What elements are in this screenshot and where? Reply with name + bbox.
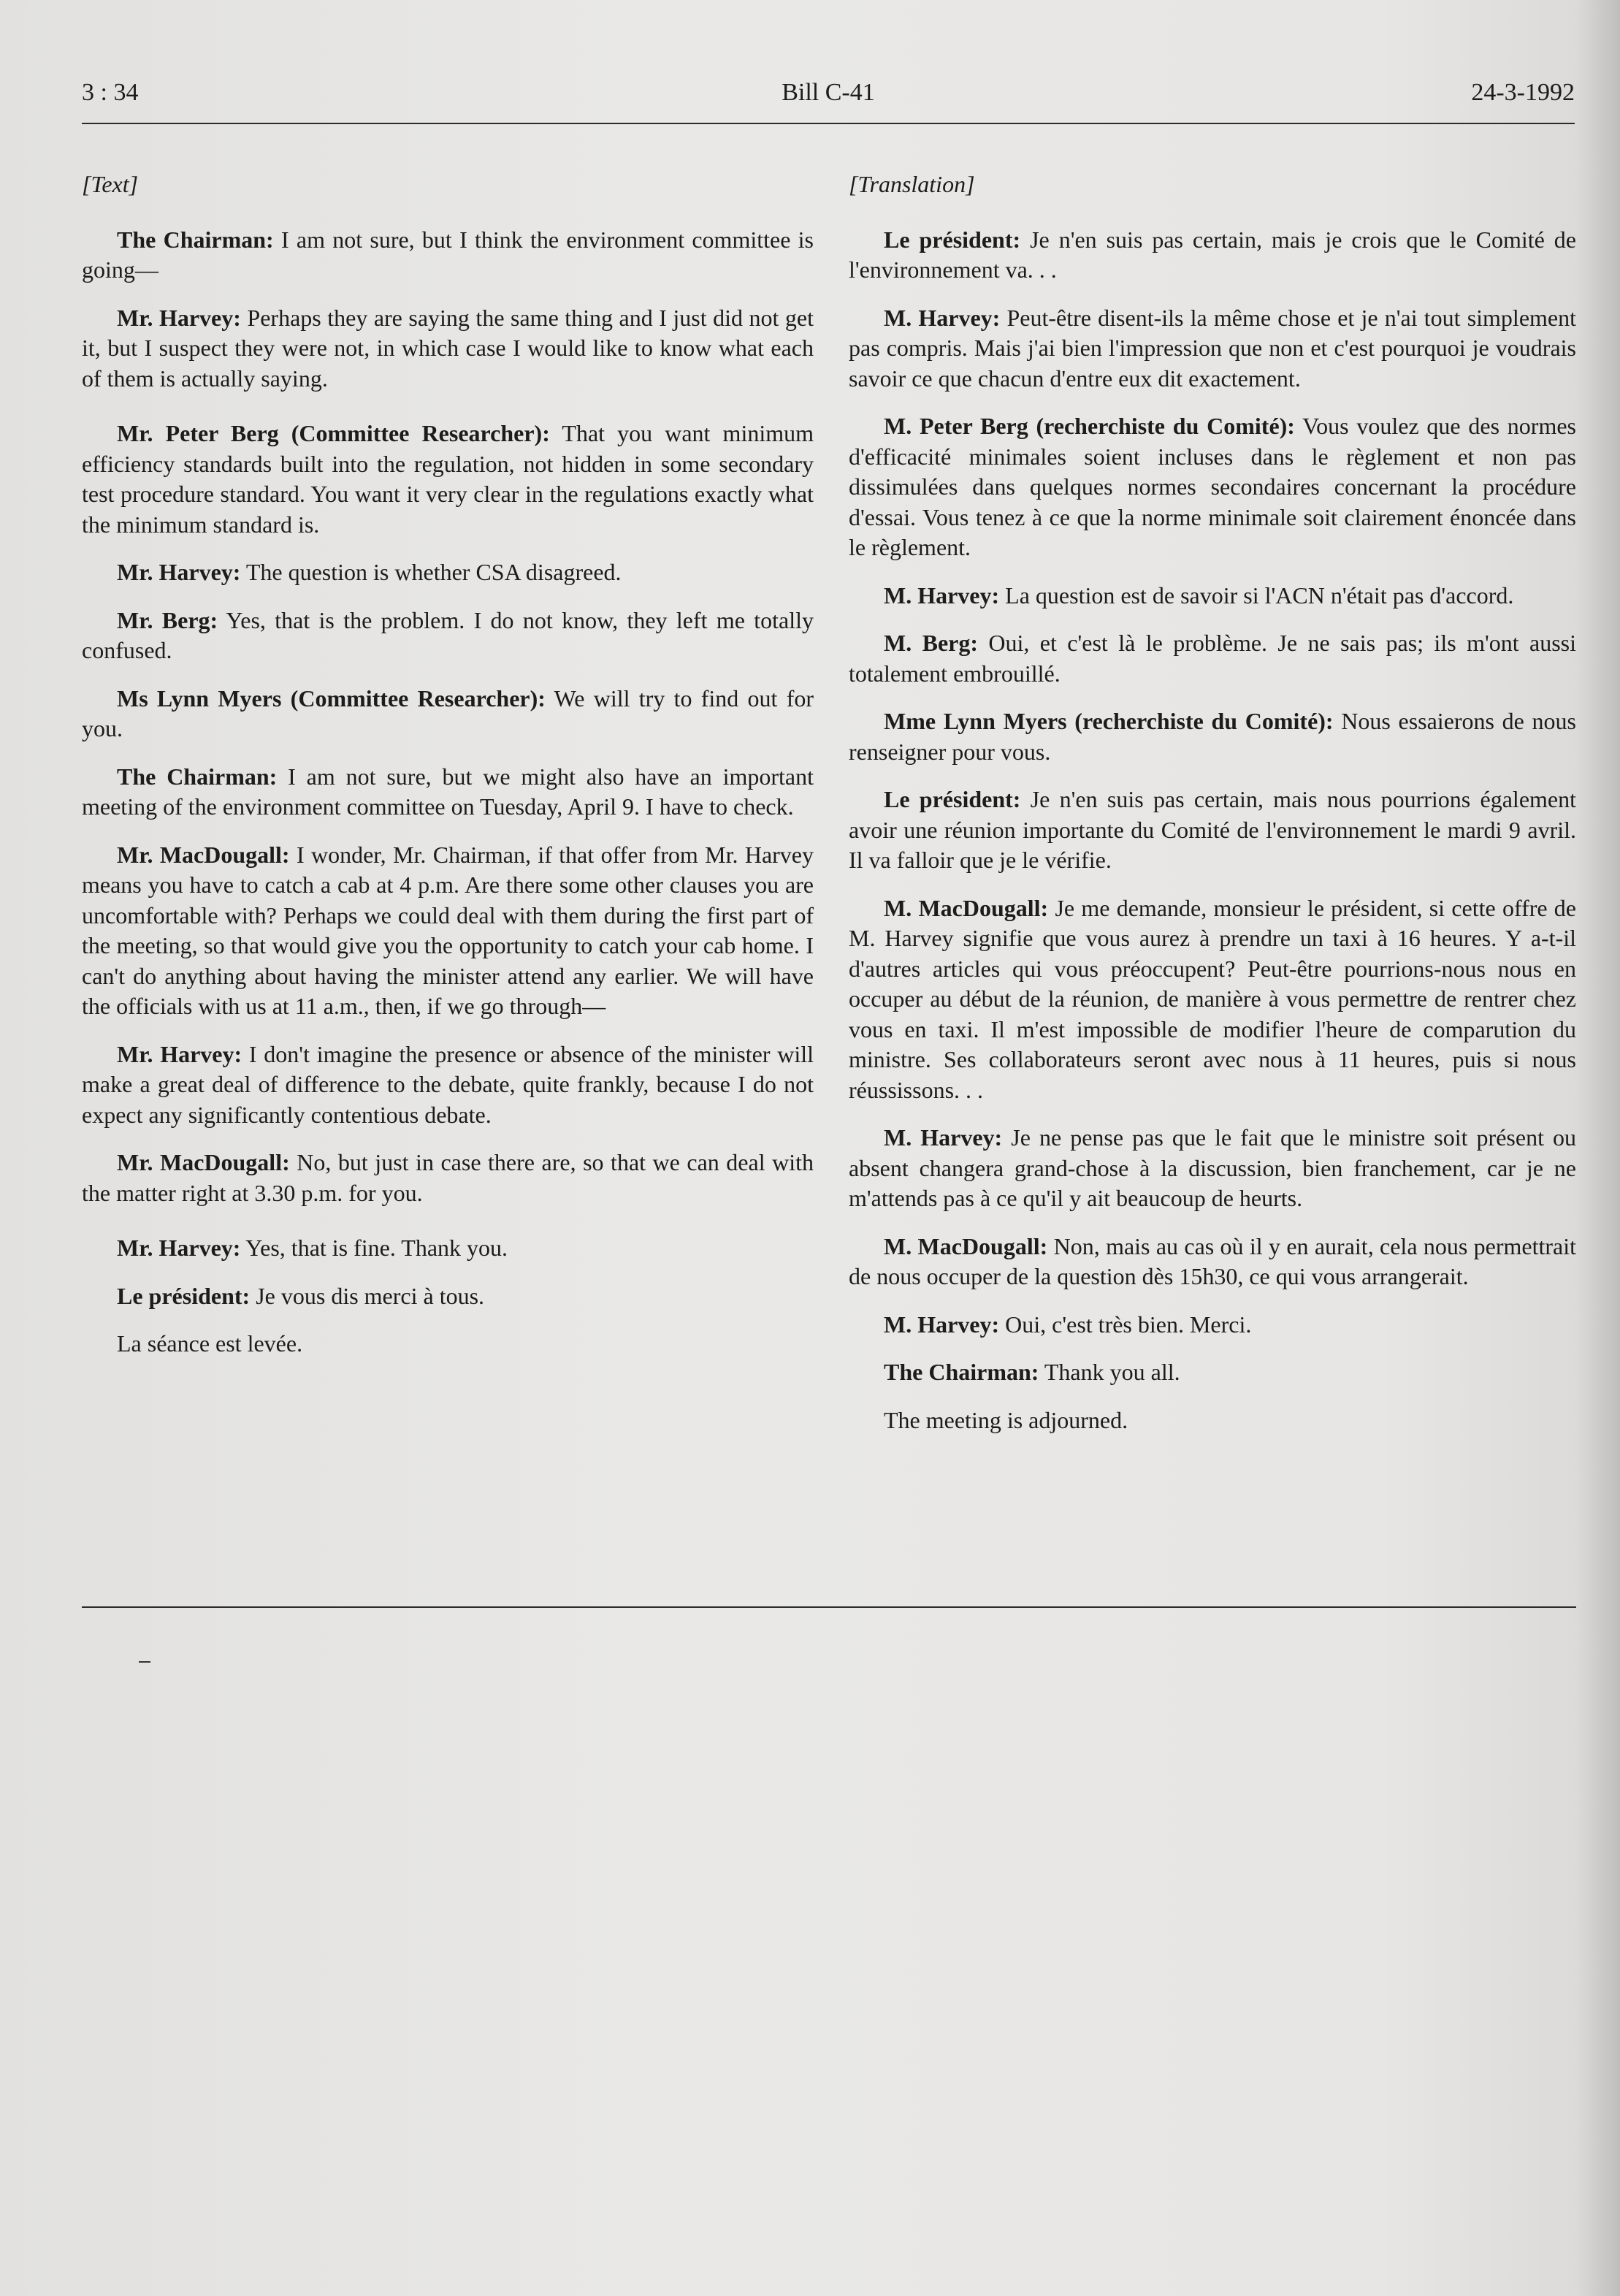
speech-text: Vous voulez que des normes d'efficacité minimales soient incluses dans le règlement et non pas dissimulées dans quelques normes secondaires concernant la procédure d'essai. Vous tenez à ce que la norme minimale soit clairement énoncée dans le règlement. xyxy=(849,413,1576,560)
speech-entry xyxy=(82,684,814,744)
speech-text: La question est de savoir si l'ACN n'était pas d'accord. xyxy=(999,581,1514,609)
speech-text: Je me demande, monsieur le président, si cette offre de M. Harvey signifie que vous aurez à prendre un taxi à 16 heures. Y a-t-il d'autres articles qui vous préoccupent? Peut-être pourrions-nous nous en occuper au début de la réunion, de manière à vous permettre de rentrer chez vous en taxi. Il m'est impossible de modifier l'heure de comparution du ministre. Ses collaborateurs seront avec nous à 11 heures, puis si nous réussissons. . . xyxy=(849,894,1577,1103)
end-rule xyxy=(82,1606,1576,1608)
speaker-name: The Chairman: xyxy=(117,763,278,790)
speaker-name: M. Harvey: xyxy=(884,581,1000,609)
speaker-name: M. Harvey: xyxy=(884,1124,1003,1151)
speech-text: Yes, that is the problem. I do not know, they left me totally confused. xyxy=(82,606,814,663)
speech-entry xyxy=(849,1357,1576,1388)
speech-entry xyxy=(82,1233,814,1264)
speech-text: Nous essaierons de nous renseigner pour vous. xyxy=(849,708,1577,765)
speaker-name: Mr. Harvey: xyxy=(117,304,241,331)
dash-mark xyxy=(139,1661,150,1663)
speech-text: The question is whether CSA disagreed. xyxy=(240,559,622,585)
speaker-name: M. MacDougall: xyxy=(884,1232,1048,1259)
speech-entry xyxy=(849,1123,1576,1214)
speaker-name: Mr. Peter Berg (Committee Researcher): xyxy=(117,420,550,446)
speech-text: Non, mais au cas où il y en aurait, cela nous permettrait de nous occuper de la question dès 15h30, ce qui vous arrangerait. xyxy=(849,1232,1577,1289)
speaker-name: Mr. Harvey: xyxy=(117,559,241,585)
speech-entry xyxy=(82,303,814,394)
speaker-name: M. Harvey: xyxy=(884,1311,1000,1338)
speech-text: I am not sure, but I think the environment committee is going— xyxy=(82,226,814,283)
speech-entry xyxy=(849,785,1576,876)
speech-text: Je n'en suis pas certain, mais je crois que le Comité de l'environnement va. . . xyxy=(849,226,1577,283)
speech-entry xyxy=(849,893,1576,1106)
speech-entry xyxy=(849,411,1576,563)
english-column xyxy=(82,169,814,1381)
header-date: 24-3-1992 xyxy=(1471,79,1575,106)
speech-entry xyxy=(82,557,814,588)
speech-entry xyxy=(849,1310,1576,1340)
closing-line: The meeting is adjourned. xyxy=(884,1406,1128,1433)
speech-text: Oui, c'est très bien. Merci. xyxy=(999,1311,1252,1338)
speaker-name: Mr. MacDougall: xyxy=(117,1149,290,1175)
speaker-name: Le président: xyxy=(884,226,1021,253)
speech-text: That you want minimum efficiency standards built into the regulation, not hidden in some secondary test procedure standard. You want it very clear in the regulations exactly what the minimum standard is. xyxy=(82,420,814,538)
speech-entry xyxy=(849,303,1576,394)
speech-entry xyxy=(82,225,814,286)
speech-entry xyxy=(82,1281,814,1312)
speaker-name: Mr. Berg: xyxy=(117,606,218,633)
header-bill-title: Bill C-41 xyxy=(782,79,875,106)
speech-text: Thank you all. xyxy=(1039,1359,1180,1385)
speech-text: Je n'en suis pas certain, mais nous pourrions également avoir une réunion importante du Comité de l'environnement le mardi 9 avril. Il va falloir que je le vérifie. xyxy=(849,786,1577,873)
speech-entry xyxy=(849,628,1576,689)
speaker-name: Ms Lynn Myers (Committee Researcher): xyxy=(117,684,546,712)
french-column xyxy=(849,169,1576,1457)
speech-entry xyxy=(849,225,1576,286)
speech-text: Oui, et c'est là le problème. Je ne sais pas; ils m'ont aussi totalement embrouillé. xyxy=(849,630,1577,687)
speech-entry xyxy=(849,706,1576,767)
speech-entry xyxy=(82,606,814,666)
speaker-name: Mr. MacDougall: xyxy=(117,841,290,868)
speaker-name: Mme Lynn Myers (recherchiste du Comité): xyxy=(884,708,1334,734)
speech-entry xyxy=(82,419,814,540)
page-edge-shadow xyxy=(1576,0,1620,2296)
speaker-name: The Chairman: xyxy=(884,1359,1039,1385)
speech-text: I don't imagine the presence or absence of the minister will make a great deal of difference to the debate, quite frankly, because I do not expect any significantly contentious debate. xyxy=(82,1040,814,1128)
speech-entry xyxy=(82,840,814,1022)
speaker-name: M. Berg: xyxy=(884,630,979,656)
speaker-name: Mr. Harvey: xyxy=(117,1235,241,1261)
speaker-name: The Chairman: xyxy=(117,226,274,253)
speech-text: Peut-être disent-ils la même chose et je n'ai tout simplement pas compris. Mais j'ai bien l'impression que non et c'est pourquoi je voudrais savoir ce que chacun d'entre eux dit exactement. xyxy=(849,304,1577,392)
speech-text: We will try to find out for you. xyxy=(82,684,814,741)
speech-text: No, but just in case there are, so that we can deal with the matter right at 3.30 p.m. for you. xyxy=(82,1149,814,1206)
speech-entry xyxy=(849,581,1576,611)
column-label-translation: [Translation] xyxy=(849,171,975,197)
speech-entry xyxy=(82,1148,814,1208)
speech-text: Je ne pense pas que le fait que le ministre soit présent ou absent changera grand-chose à la discussion, bien franchement, car je ne m'attends pas à ce qu'il y ait beaucoup de heurts. xyxy=(849,1124,1577,1211)
speaker-name: M. Harvey: xyxy=(884,304,1001,331)
speaker-name: Le président: xyxy=(884,786,1021,812)
speaker-name: Mr. Harvey: xyxy=(117,1040,242,1067)
speech-text: I am not sure, but we might also have an important meeting of the environment committee on Tuesday, April 9. I have to check. xyxy=(82,763,814,820)
closing-line: La séance est levée. xyxy=(117,1330,303,1357)
speech-entry xyxy=(82,1040,814,1131)
speaker-name: M. Peter Berg (recherchiste du Comité): xyxy=(884,413,1295,439)
column-label-text: [Text] xyxy=(82,171,139,197)
speech-text: I wonder, Mr. Chairman, if that offer from Mr. Harvey means you have to catch a cab at 4 p.m. Are there some other clauses you are uncomfortable with? Perhaps we could deal with them during the first part of the meeting, so that would give you the opportunity to catch your cab home. I can't do anything about having the minister attend any earlier. We will have the officials with us at 11 a.m., then, if we go through— xyxy=(82,841,814,1019)
speech-text: Je vous dis merci à tous. xyxy=(250,1282,485,1309)
speaker-name: M. MacDougall: xyxy=(884,894,1049,921)
speaker-name: Le président: xyxy=(117,1282,251,1309)
speech-entry xyxy=(849,1232,1576,1292)
header-page-number: 3 : 34 xyxy=(82,79,139,106)
speech-entry xyxy=(82,762,814,823)
speech-text: Yes, that is fine. Thank you. xyxy=(240,1235,508,1261)
french-entries xyxy=(849,225,1576,1388)
english-entries xyxy=(82,225,814,1312)
page-header xyxy=(82,79,1575,124)
speech-text: Perhaps they are saying the same thing and I just did not get it, but I suspect they were not, in which case I would like to know what each of them is actually saying. xyxy=(82,304,814,392)
